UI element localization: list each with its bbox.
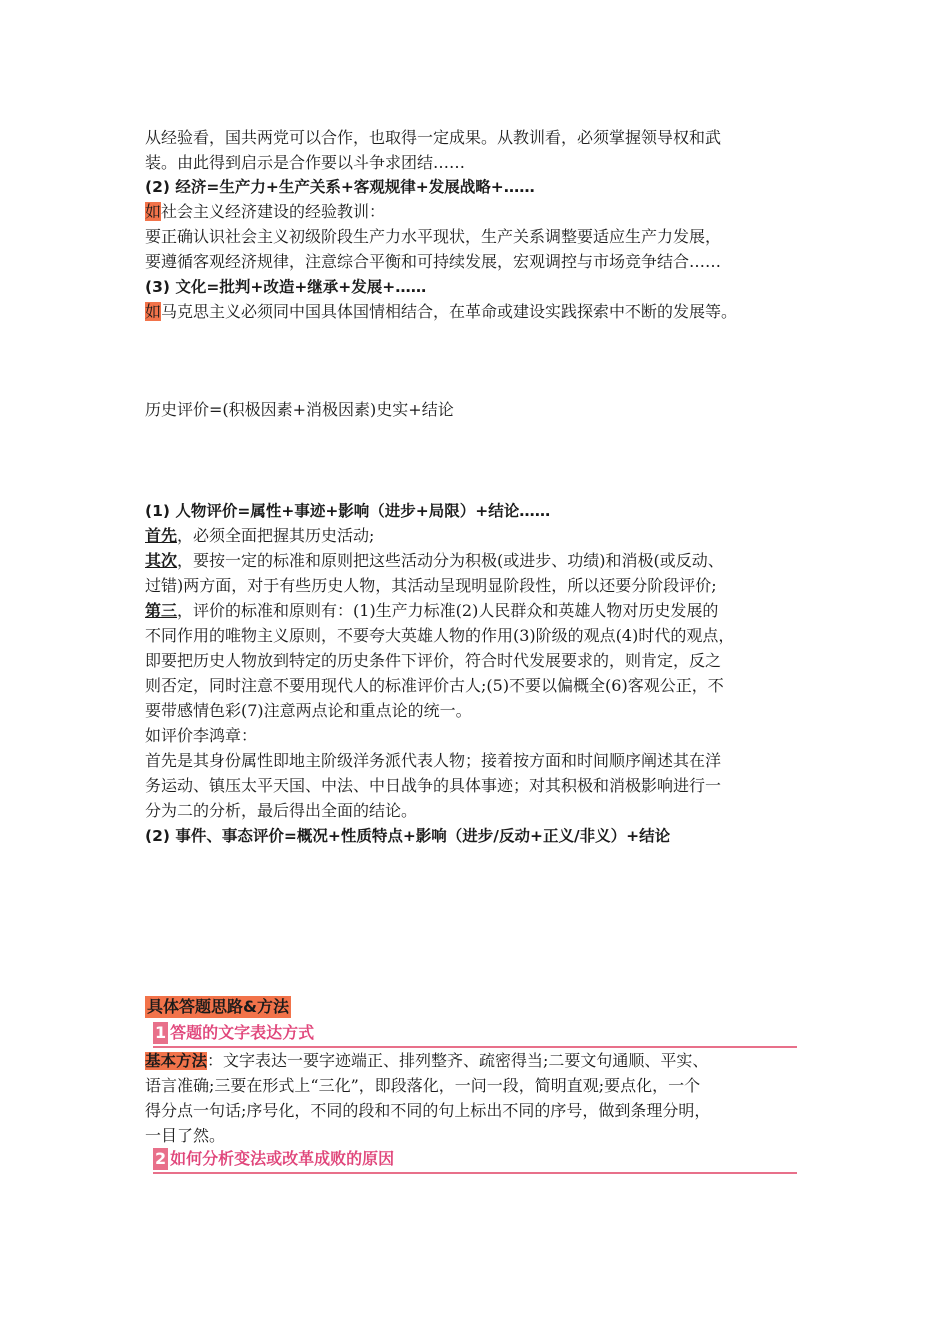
text-line: 要遵循客观经济规律，注意综合平衡和可持续发展，宏观调控与市场竞争结合……	[145, 252, 722, 271]
sub-heading-number: 2	[155, 1149, 167, 1168]
sub-heading-1	[153, 1022, 797, 1048]
text-line	[145, 549, 724, 573]
text-line: 首先是其身份属性即地主阶级洋务派代表人物；接着按方面和时间顺序阐述其在洋	[145, 751, 722, 770]
sub-heading-2	[153, 1148, 797, 1174]
heading-economy: (2) 经济=生产力+生产关系+客观规律+发展战略+……	[145, 178, 535, 196]
label-third: 第三	[145, 601, 178, 620]
text-span: 评价李鸿章：	[161, 726, 258, 745]
formula-line: 历史评价=(积极因素+消极因素)史实+结论	[145, 400, 454, 419]
text-line: 得分点一句话;序号化，不同的段和不同的句上标出不同的序号，做到条理分明，	[145, 1101, 711, 1120]
text-span: 马克思主义必须同中国具体国情相结合，在革命或建设实践探索中不断的发展等。	[161, 302, 738, 321]
highlight-mark: 如	[145, 202, 162, 221]
highlight-mark: 如	[145, 302, 162, 321]
text-line: 一目了然。	[145, 1126, 226, 1145]
text-span: ，必须全面把握其历史活动;	[177, 526, 375, 545]
text-line	[145, 599, 718, 623]
method-label: 基本方法	[145, 1052, 208, 1070]
text-line	[145, 200, 385, 224]
text-span: ，要按一定的标准和原则把这些活动分为积极(或进步、功绩)和消极(或反动、	[177, 551, 724, 570]
sub-heading-text: 如何分析变法或改革成败的原因	[170, 1149, 395, 1168]
text-span: ，评价的标准和原则有：(1)生产力标准(2)人民群众和英雄人物对历史发展的	[177, 601, 719, 620]
sub-heading-text: 答题的文字表达方式	[170, 1023, 315, 1042]
text-line: 装。由此得到启示是合作要以斗争求团结……	[145, 153, 466, 172]
text-line: 要带感情色彩(7)注意两点论和重点论的统一。	[145, 701, 472, 720]
label-second: 其次	[145, 551, 178, 570]
text-line	[145, 1049, 708, 1073]
heading-person-evaluation: (1) 人物评价=属性+事迹+影响（进步+局限）+结论……	[145, 502, 551, 520]
text-line: 要正确认识社会主义初级阶段生产力水平现状，生产关系调整要适应生产力发展，	[145, 227, 722, 246]
text-line: 即要把历史人物放到特定的历史条件下评价，符合时代发展要求的，则肯定，反之	[145, 651, 722, 670]
text-line: 从经验看，国共两党可以合作，也取得一定成果。从教训看，必须掌握领导权和武	[145, 128, 722, 147]
label-first: 首先	[145, 526, 178, 545]
text-line: 语言准确;三要在形式上“三化”，即段落化，一问一段，简明直观;要点化，一个	[145, 1076, 701, 1095]
heading-event-evaluation: (2) 事件、事态评价=概况+性质特点+影响（进步/反动+正义/非义）+结论	[145, 827, 671, 845]
heading-culture: (3) 文化=批判+改造+继承+发展+……	[145, 278, 427, 296]
text-span: ：文字表达一要字迹端正、排列整齐、疏密得当;二要文句通顺、平实、	[207, 1051, 709, 1070]
text-line: 务运动、镇压太平天国、中法、中日战争的具体事迹；对其积极和消极影响进行一	[145, 776, 722, 795]
text-line	[145, 524, 374, 548]
text-line	[145, 724, 257, 748]
text-span: 社会主义经济建设的经验教训：	[161, 202, 386, 221]
text-line	[145, 300, 737, 324]
text-line: 不同作用的唯物主义原则，不要夸大英雄人物的作用(3)阶级的观点(4)时代的观点，	[145, 626, 735, 645]
text-line: 过错)两方面，对于有些历史人物，其活动呈现明显阶段性，所以还要分阶段评价;	[145, 576, 717, 595]
text-line: 分为二的分析，最后得出全面的结论。	[145, 801, 418, 820]
section-title: 具体答题思路&方法	[147, 997, 289, 1016]
text-line: 则否定，同时注意不要用现代人的标准评价古人;(5)不要以偏概全(6)客观公正，不	[145, 676, 724, 695]
sub-heading-number: 1	[155, 1023, 167, 1042]
example-mark: 如	[145, 726, 162, 745]
